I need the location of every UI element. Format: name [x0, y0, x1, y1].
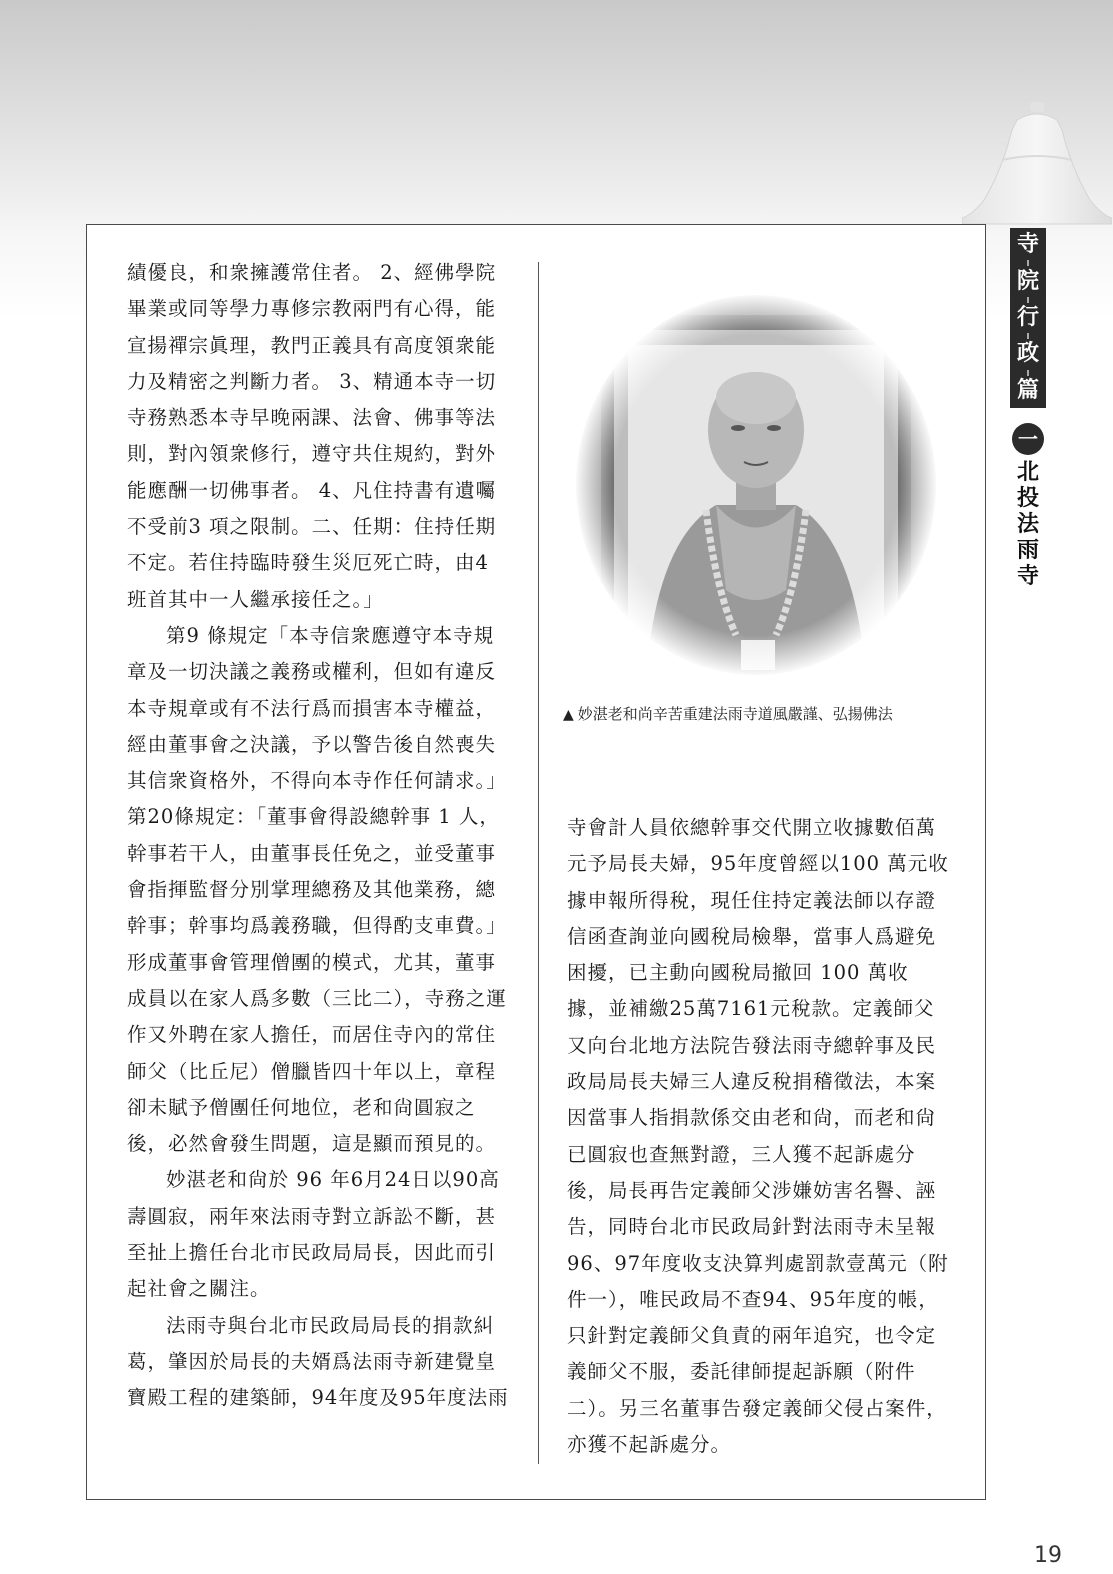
temple-name-char: 法 [1016, 512, 1039, 537]
chapter-number: 一 [1018, 427, 1038, 451]
right-text-column [567, 810, 949, 1463]
left-text-column [127, 255, 509, 1417]
paragraph: 法雨寺與台北市民政局局長的捐款糾葛，肇因於局長的夫婿爲法雨寺新建覺皇寶殿工程的建築師，94年度及95年度法雨 [127, 1313, 509, 1410]
section-tab-char: 政 [1016, 341, 1039, 367]
chapter-marker [1012, 423, 1044, 455]
temple-name-char: 寺 [1016, 564, 1039, 589]
section-tab-char: 行 [1016, 304, 1039, 330]
photo-caption [563, 703, 963, 724]
section-tab-char: 篇 [1016, 377, 1039, 403]
section-tab-char: 院 [1016, 268, 1039, 294]
section-tab [1010, 228, 1046, 408]
monk-portrait-photo [566, 290, 946, 680]
column-divider [538, 262, 539, 1464]
bell-decoration [962, 100, 1112, 230]
temple-name-vertical [1010, 460, 1046, 590]
tab-separator [1027, 370, 1029, 376]
tab-separator [1027, 333, 1029, 339]
paragraph: 寺會計人員依總幹事交代開立收據數佰萬元予局長夫婦，95年度曾經以100 萬元收據申報所得稅，現任住持定義法師以存證信函查詢並向國稅局檢舉，當事人爲避免困擾，已主動向國稅局撤回 100 萬收據，並補繳25萬7161元稅款。定義師父又向台北地方法院告發法雨寺總幹事及民政局局長夫婦三人違反稅捐稽徵法，本案因當事人指捐款係交由老和尙，而老和尙已圓寂也查無對證，三人獲不起訴處分後，局長再告定義師父涉嫌妨害名譽、誣告，同時台北市民政局針對法雨寺未呈報96、97年度收支決算判處罰款壹萬元（附件一），唯民政局不查94、95年度的帳，只針對定義師父負責的兩年追究，也令定義師父不服，委託律師提起訴願（附件二）。另三名董事告發定義師父侵占案件，亦獲不起訴處分。 [567, 816, 949, 1457]
triangle-marker-icon: ▲ [563, 707, 574, 723]
paragraph: 妙湛老和尙於 96 年6月24日以90高壽圓寂，兩年來法雨寺對立訴訟不斷，甚至扯上擔任台北市民政局局長，因此而引起社會之關注。 [127, 1168, 500, 1301]
paragraph: 第9 條規定「本寺信衆應遵守本寺規章及一切決議之義務或權利，但如有違反本寺規章或有不法行爲而損害本寺權益，經由董事會之決議，予以警告後自然喪失其信衆資格外，不得向本寺作任何請求。」第20條規定：「董事會得設總幹事 1 人，幹事若干人，由董事長任免之，並受董事會指揮監督分別掌理總務及其他業務，總幹事；幹事均爲義務職，但得酌支車費。」形成董事會管理僧團的模式，尤其，董事成員以在家人爲多數（三比二），寺務之運作又外聘在家人擔任，而居住寺內的常住師父（比丘尼）僧臘皆四十年以上，章程卻未賦予僧團任何地位，老和尙圓寂之後，必然會發生問題，這是顯而預見的。 [127, 623, 507, 1156]
caption-text: 妙湛老和尚辛苦重建法雨寺道風嚴謹、弘揚佛法 [577, 705, 893, 723]
temple-name-char: 雨 [1016, 538, 1039, 563]
temple-name-char: 北 [1016, 460, 1039, 485]
page-number: 19 [1034, 1543, 1062, 1568]
paragraph: 績優良，和衆擁護常住者。 2、經佛學院畢業或同等學力專修宗教兩門有心得，能宣揚禪宗眞理，教門正義具有高度領衆能力及精密之判斷力者。 3、精通本寺一切寺務熟悉本寺早晚兩課、法會、佛事等法則，對內領衆修行，遵守共住規約，對外能應酬一切佛事者。 4、凡住持書有遺囑不受前3 項之限制。二、任期：住持任期不定。若住持臨時發生災厄死亡時，由4 班首其中一人繼承接任之。」 [127, 261, 497, 611]
temple-name-char: 投 [1016, 486, 1039, 511]
section-tab-char: 寺 [1016, 232, 1039, 258]
tab-separator [1027, 260, 1029, 266]
tab-separator [1027, 297, 1029, 303]
